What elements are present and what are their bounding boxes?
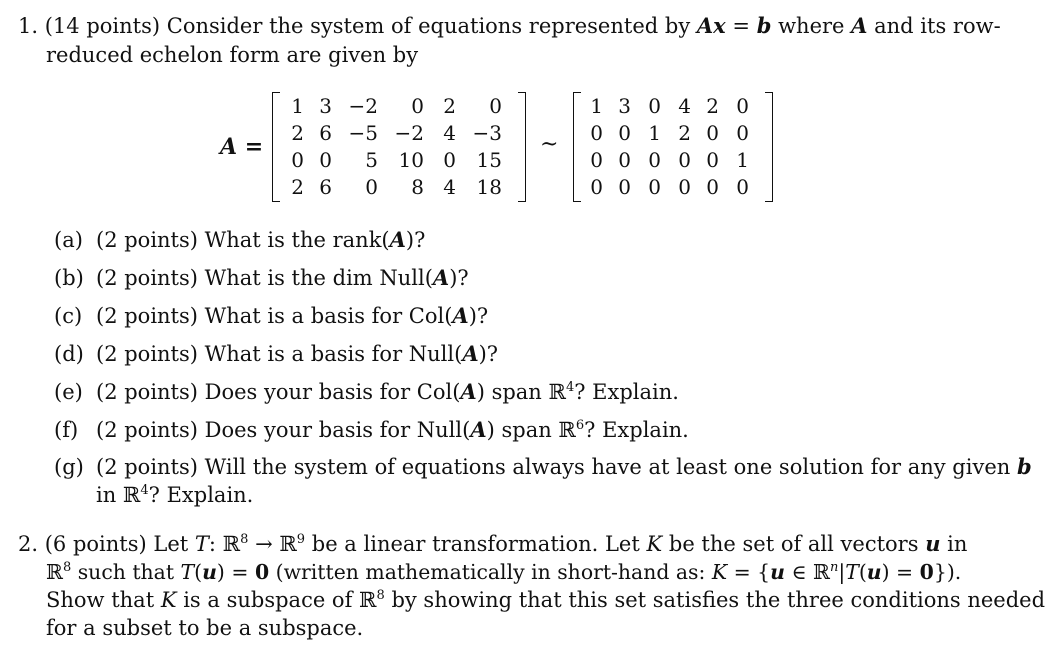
matrix-cell: 4	[443, 174, 456, 199]
math-A: A	[432, 265, 450, 290]
matrix-cell: −3	[472, 120, 502, 145]
part-text: What is the dim Null(	[204, 266, 433, 290]
math-T: T	[180, 560, 195, 584]
part-question	[96, 226, 425, 254]
problem-1-line-1	[18, 12, 1001, 40]
p2-text: be a linear transformation. Let	[311, 532, 640, 556]
part-points: (2 points)	[96, 380, 205, 404]
part-text: ) span ℝ	[476, 380, 566, 404]
matrix-cell: 18	[476, 174, 502, 199]
p2-text: : ℝ	[208, 532, 241, 556]
problem-2-number: 2.	[18, 532, 39, 556]
matrix-cell: 1	[736, 147, 749, 172]
part-g-text: Will the system of equations always have at least one solution for any given	[204, 455, 1011, 479]
part-text: )?	[478, 342, 499, 366]
math-b: b	[756, 13, 772, 38]
matrix-cell: 3	[618, 93, 631, 118]
matrix-cell: 0	[618, 174, 631, 199]
matrix-row	[280, 119, 502, 146]
problem-1-line-2: reduced echelon form are given by	[46, 43, 419, 67]
math-zero: 0	[254, 560, 270, 584]
matrix-cell: 0	[319, 147, 332, 172]
part-question	[96, 340, 498, 368]
problem-2-line-4: for a subset to be a subspace.	[46, 616, 364, 640]
matrix-cell: 0	[443, 147, 456, 172]
superscript: 8	[62, 560, 72, 576]
matrix-cell: 4	[678, 93, 691, 118]
superscript: 6	[575, 418, 585, 433]
matrix-cell: 2	[678, 120, 691, 145]
matrix-row	[581, 173, 749, 200]
problem-2-line-2	[46, 558, 961, 586]
p2-text: (written mathematically in short-hand as:	[275, 560, 706, 584]
part-text: Does your basis for Null(	[204, 418, 471, 442]
part-question	[96, 302, 488, 330]
problem-1-text-2: where	[778, 14, 845, 38]
part-question	[96, 416, 689, 444]
problem-2-points: (6 points)	[44, 532, 147, 556]
part-text: )?	[468, 304, 489, 328]
p2-text: is a subspace of ℝ	[183, 588, 377, 612]
matrix-cell: 2	[706, 93, 719, 118]
matrix-cell: −5	[348, 120, 378, 145]
p2-text: Show that	[46, 588, 155, 612]
math-A-2: A	[851, 13, 868, 38]
part-g-text-3: ? Explain.	[148, 483, 254, 507]
p2-text: in	[947, 532, 968, 556]
part-g-line-2	[96, 481, 253, 509]
matrix-cell: 5	[365, 147, 378, 172]
matrix-cell: 2	[291, 120, 304, 145]
matrix-cell: 0	[590, 174, 603, 199]
math-K: K	[711, 560, 728, 584]
matrix-cell: 1	[648, 120, 661, 145]
p2-text: }).	[933, 560, 962, 584]
matrix-cell: 10	[398, 147, 424, 172]
row-equivalent-symbol: ~	[540, 132, 559, 157]
problem-1-text: Consider the system of equations represented by	[166, 14, 691, 38]
matrix-cell: 0	[590, 120, 603, 145]
matrix-cell: 0	[648, 174, 661, 199]
matrix-rref	[573, 92, 773, 204]
matrix-cell: −2	[394, 120, 424, 145]
part-text: ? Explain.	[574, 380, 679, 404]
matrix-cell: 15	[476, 147, 502, 172]
problem-2-line-3	[46, 586, 1045, 614]
math-T: T	[845, 560, 859, 584]
matrix-row	[280, 173, 502, 200]
part-text: What is a basis for Col(	[204, 304, 453, 328]
part-question	[96, 264, 469, 292]
part-label: (e)	[54, 380, 83, 404]
matrix-cell: 3	[319, 93, 332, 118]
part-points: (2 points)	[96, 266, 205, 290]
p2-text: (	[194, 560, 203, 584]
left-bracket	[573, 92, 581, 202]
p2-text: by showing that this set satisfies the three conditions needed	[391, 588, 1045, 612]
part-text: ) span ℝ	[486, 418, 576, 442]
p2-text: ) =	[216, 560, 249, 584]
p2-text: |	[838, 560, 846, 584]
superscript: n	[829, 560, 839, 576]
math-A: A	[696, 13, 714, 38]
matrix-row	[581, 146, 749, 173]
part-g-label: (g)	[54, 455, 84, 479]
p2-text: such that	[77, 560, 175, 584]
math-K: K	[646, 532, 663, 556]
p2-text: Let	[153, 532, 189, 556]
part-label: (d)	[54, 342, 84, 366]
part-points: (2 points)	[96, 418, 205, 442]
superscript: 4	[565, 380, 575, 395]
matrix-cell: 0	[706, 147, 719, 172]
p2-text: ∈ ℝ	[791, 560, 830, 584]
part-label: (b)	[54, 266, 84, 290]
matrix-cell: 0	[590, 147, 603, 172]
p2-text: = {	[733, 560, 771, 584]
matrix-row	[280, 146, 502, 173]
matrix-cell: 8	[411, 174, 424, 199]
matrix-rref-table	[581, 92, 749, 200]
matrix-row	[581, 92, 749, 119]
part-text: What is a basis for Null(	[204, 342, 463, 366]
math-A: A	[452, 303, 469, 328]
math-u: u	[925, 531, 941, 556]
math-A: A	[470, 417, 487, 442]
matrix-cell: 4	[443, 120, 456, 145]
matrix-cell: 0	[736, 174, 749, 199]
matrix-cell: 0	[678, 174, 691, 199]
part-label: (f)	[54, 418, 79, 442]
math-u: u	[770, 560, 785, 584]
matrix-cell: 6	[319, 120, 332, 145]
matrix-label	[220, 133, 263, 162]
math-A: A	[389, 227, 406, 252]
math-zero: 0	[919, 560, 934, 584]
part-label: (c)	[54, 304, 83, 328]
problem-2-line-1	[18, 530, 967, 558]
superscript: 8	[376, 588, 385, 603]
math-T: T	[194, 532, 209, 556]
matrix-cell: 0	[736, 93, 749, 118]
math-K: K	[160, 588, 177, 612]
part-points: (2 points)	[96, 304, 205, 328]
left-bracket	[272, 92, 280, 202]
math-equals: =	[732, 14, 750, 38]
p2-text: ℝ	[46, 560, 63, 584]
matrix-row	[280, 92, 502, 119]
part-points: (2 points)	[96, 342, 205, 366]
part-text: )?	[449, 266, 469, 290]
problem-1-text-3: and its row-	[874, 14, 1001, 38]
math-x: x	[713, 13, 726, 38]
problem-1-points: (14 points)	[44, 14, 161, 38]
part-g-points: (2 points)	[96, 455, 198, 479]
matrix-cell: 0	[411, 93, 424, 118]
matrix-cell: 1	[590, 93, 603, 118]
part-text: )?	[405, 228, 426, 252]
part-points: (2 points)	[96, 228, 205, 252]
part-text: ? Explain.	[584, 418, 689, 442]
part-text: What is the rank(	[204, 228, 390, 252]
matrix-cell: 2	[291, 174, 304, 199]
matrix-A-table	[280, 92, 502, 200]
superscript: 4	[140, 483, 149, 498]
part-g-line-1	[96, 453, 1032, 481]
matrix-A	[272, 92, 526, 204]
math-u: u	[202, 560, 217, 584]
matrix-cell: 0	[489, 93, 502, 118]
problem-1-number: 1.	[18, 14, 39, 38]
matrix-label-text: A =	[220, 134, 264, 160]
part-label: (a)	[54, 228, 83, 252]
matrix-cell: 2	[443, 93, 456, 118]
right-bracket	[765, 92, 773, 202]
math-A: A	[462, 341, 479, 366]
part-question	[96, 378, 679, 406]
matrix-cell: −2	[348, 93, 378, 118]
math-A: A	[460, 379, 477, 404]
math-u: u	[866, 560, 882, 584]
matrix-cell: 0	[706, 174, 719, 199]
matrix-cell: 0	[736, 120, 749, 145]
matrix-cell: 0	[291, 147, 304, 172]
matrix-cell: 0	[365, 174, 378, 199]
superscript: 9	[296, 532, 306, 547]
matrix-cell: 0	[648, 147, 661, 172]
part-text: Does your basis for Col(	[204, 380, 461, 404]
matrix-cell: 6	[319, 174, 332, 199]
superscript: 8	[240, 532, 249, 547]
part-g-text-2: in ℝ	[96, 483, 141, 507]
right-bracket	[518, 92, 526, 202]
p2-text: be the set of all vectors	[668, 532, 919, 556]
matrix-cell: 1	[291, 93, 304, 118]
matrix-cell: 0	[618, 120, 631, 145]
matrix-cell: 0	[678, 147, 691, 172]
p2-text: (	[858, 560, 867, 584]
matrix-row	[581, 119, 749, 146]
math-b: b	[1016, 454, 1032, 479]
matrix-cell: 0	[648, 93, 661, 118]
p2-text: ) =	[881, 560, 914, 584]
matrix-cell: 0	[706, 120, 719, 145]
p2-text: → ℝ	[248, 532, 297, 556]
matrix-cell: 0	[618, 147, 631, 172]
